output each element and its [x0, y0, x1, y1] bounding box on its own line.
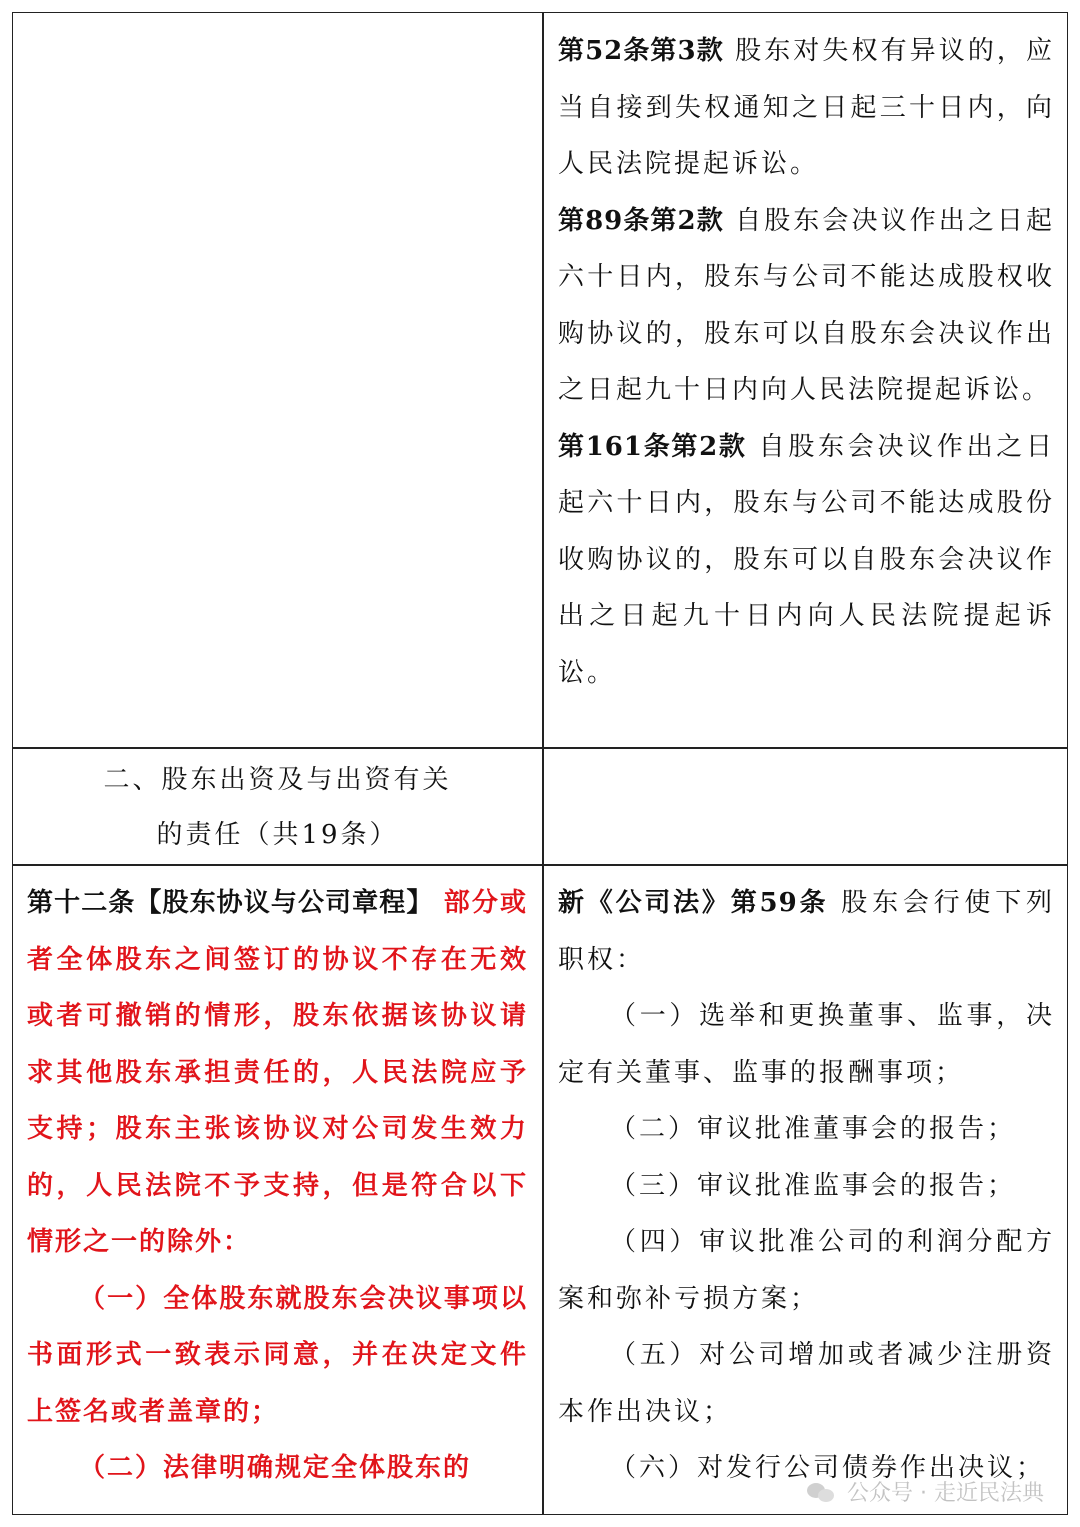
provision-text: 自股东会决议作出之日起六十日内，股东与公司不能达成股份收购协议的，股东可以自股东会决议作出之日起九十日内向人民法院提起诉讼。 [558, 431, 1055, 688]
provision-text: 股东对失权有异议的，应当自接到失权通知之日起三十日内，向人民法院提起诉讼。 [558, 36, 1055, 179]
row-divider [13, 864, 1067, 866]
comparison-table [12, 12, 1068, 1515]
article-12-item-1: （一）全体股东就股东会决议事项以书面形式一致表示同意，并在决定文件上签名或者盖章的； [27, 1283, 528, 1427]
provision-89 [544, 193, 1069, 419]
document-page [12, 12, 1068, 1515]
company-law-item: （三）审议批准监事会的报告； [610, 1170, 1017, 1201]
article-12-title: 第十二条【股东协议与公司章程】 [27, 888, 434, 918]
provision-text: 自股东会决议作出之日起六十日内，股东与公司不能达成股权收购协议的，股东可以自股东会决议作出之日起九十日内向人民法院提起诉讼。 [558, 205, 1055, 405]
section-heading-cell [13, 753, 542, 864]
related-provisions-cell [544, 23, 1069, 747]
provision-label: 第89条第2款 [558, 205, 724, 236]
company-law-label: 新《公司法》第59条 [558, 888, 829, 918]
article-12-body: 部分或者全体股东之间签订的协议不存在无效或者可撤销的情形，股东依据该协议请求其他股东承担责任的，人民法院应予支持；股东主张该协议对公司发生效力的，人民法院不予支持，但是符合以下情形之一的除外： [27, 888, 528, 1257]
provision-label: 第161条第2款 [558, 431, 747, 462]
company-law-intro [544, 875, 1069, 988]
empty-cell [544, 749, 1069, 864]
section-heading-line1: 二、股东出资及与出资有关 [103, 765, 452, 795]
watermark [807, 1476, 1044, 1507]
watermark-text: 公众号 · 走近民法典 [847, 1481, 1044, 1506]
provision-label: 第52条第3款 [558, 36, 724, 66]
company-law-item: （一）选举和更换董事、监事，决定有关董事、监事的报酬事项； [558, 1001, 1055, 1088]
company-law-item: （五）对公司增加或者减少注册资本作出决议； [558, 1340, 1055, 1427]
article-12-cell [13, 875, 542, 1516]
section-heading [13, 753, 542, 863]
article-12-item-2: （二）法律明确规定全体股东的 [79, 1453, 472, 1483]
article-12-paragraph [13, 875, 542, 1271]
empty-cell [13, 13, 542, 747]
company-law-59-cell [544, 875, 1069, 1516]
section-heading-line2: 的责任（共19条） [156, 820, 399, 850]
company-law-intro-text: 股东会行使下列职权： [558, 888, 1055, 975]
provision-52 [544, 23, 1069, 193]
company-law-item: （二）审议批准董事会的报告； [610, 1114, 1017, 1144]
wechat-icon [807, 1481, 837, 1503]
company-law-item: （六）对发行公司债券作出决议； [610, 1453, 1046, 1483]
provision-161 [544, 419, 1069, 702]
company-law-item: （四）审议批准公司的利润分配方案和弥补亏损方案； [558, 1227, 1055, 1314]
